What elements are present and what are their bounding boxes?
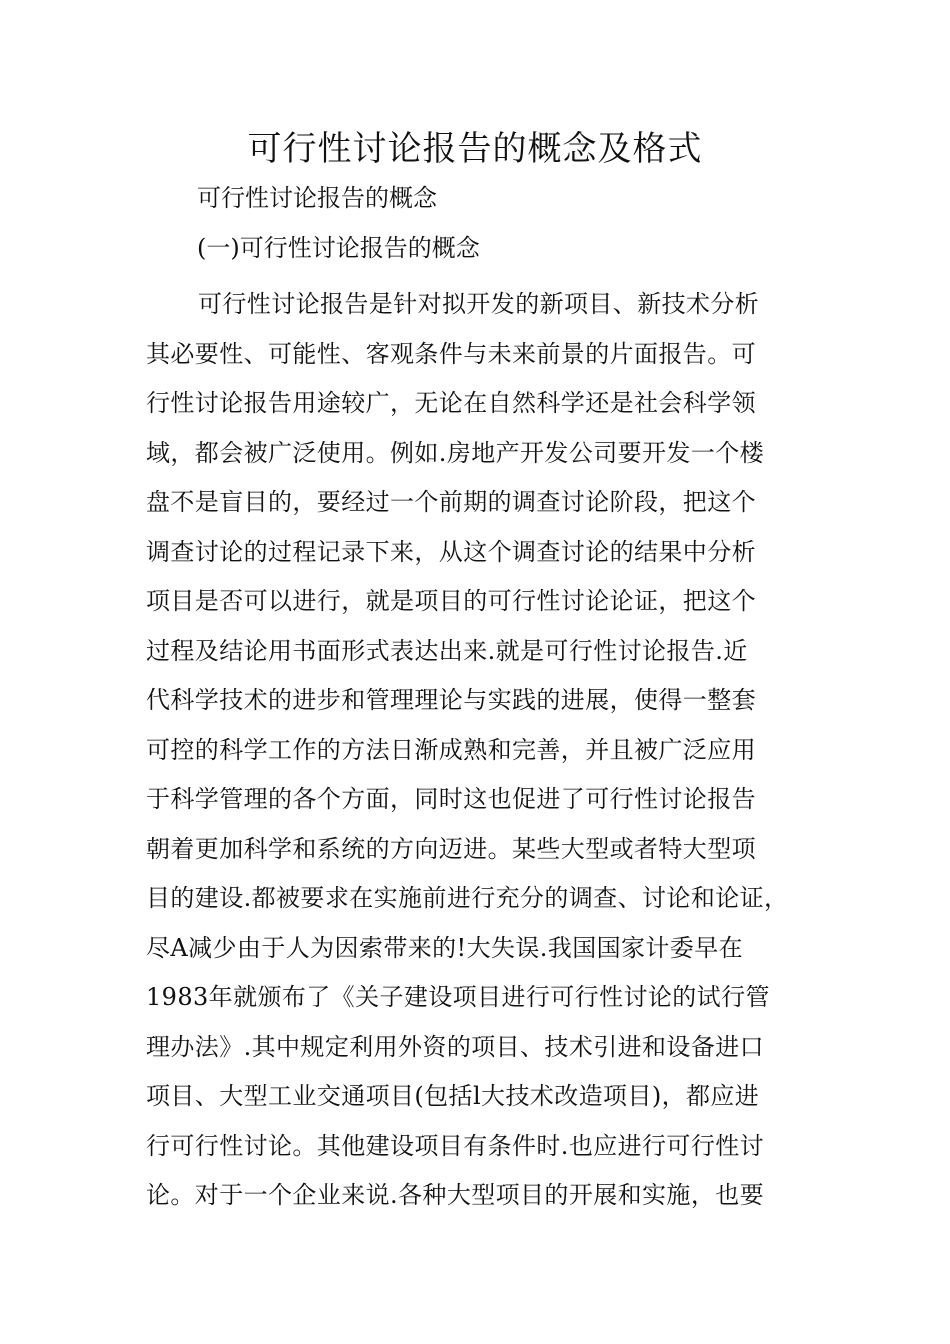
paragraph-line: 尽A减少由于人为因索带来的!大失误.我国国家计委早在	[146, 933, 744, 962]
paragraph-line: 可行性讨论报告是针对拟开发的新项目、新技术分析	[198, 290, 760, 318]
subsection-heading: (一)可行性讨论报告的概念	[197, 234, 480, 262]
paragraph-line: 行可行性讨论。其他建设项目有条件时.也应进行可行性讨	[146, 1131, 765, 1160]
section-heading: 可行性讨论报告的概念	[197, 184, 437, 212]
paragraph-line: 1983年就颁布了《关子建设项目进行可行性讨论的试行管	[146, 983, 770, 1011]
paragraph-line: 调查讨论的过程记录下来，从这个调查讨论的结果中分析	[146, 537, 756, 566]
paragraph-line: 项目是否可以进行，就是项目的可行性讨论论证，把这个	[146, 587, 756, 615]
body-paragraph	[146, 280, 826, 1221]
paragraph-line: 于科学管理的各个方面，同时这也促进了可行性讨论报告	[146, 785, 756, 813]
paragraph-line: 过程及结论用书面形式表达出来.就是可行性讨论报告.近	[146, 636, 748, 665]
paragraph-line: 理办法》.其中规定利用外资的项目、技术引进和设备进口	[146, 1032, 765, 1061]
paragraph-line: 朝着更加科学和系统的方向迈进。某些大型或者特大型项	[146, 834, 756, 863]
paragraph-line: 目的建设.都被要求在实施前进行充分的调查、讨论和论证，	[146, 884, 789, 912]
paragraph-line: 可控的科学工作的方法日渐成熟和完善，并且被广泛应用	[146, 735, 756, 764]
paragraph-line: 域，都会被广泛使用。例如.房地产开发公司要开发一个楼	[146, 438, 765, 467]
paragraph-line: 代科学技术的进步和管理理论与实践的进展，使得一整套	[146, 686, 756, 714]
paragraph-line: 盘不是盲目的，要经过一个前期的调查讨论阶段，把这个	[146, 488, 756, 516]
paragraph-line: 其必要性、可能性、客观条件与未来前景的片面报告。可	[146, 339, 756, 368]
paragraph-line: 论。对于一个企业来说.各种大型项目的开展和实施，也要	[146, 1181, 765, 1209]
paragraph-line: 行性讨论报告用途较广，无论在自然科学还是社会科学领	[146, 389, 756, 417]
paragraph-line: 项目、大型工业交通项目(包括l大技术改造项目)，都应进	[146, 1082, 760, 1110]
document-title: 可行性讨论报告的概念及格式	[247, 129, 703, 169]
